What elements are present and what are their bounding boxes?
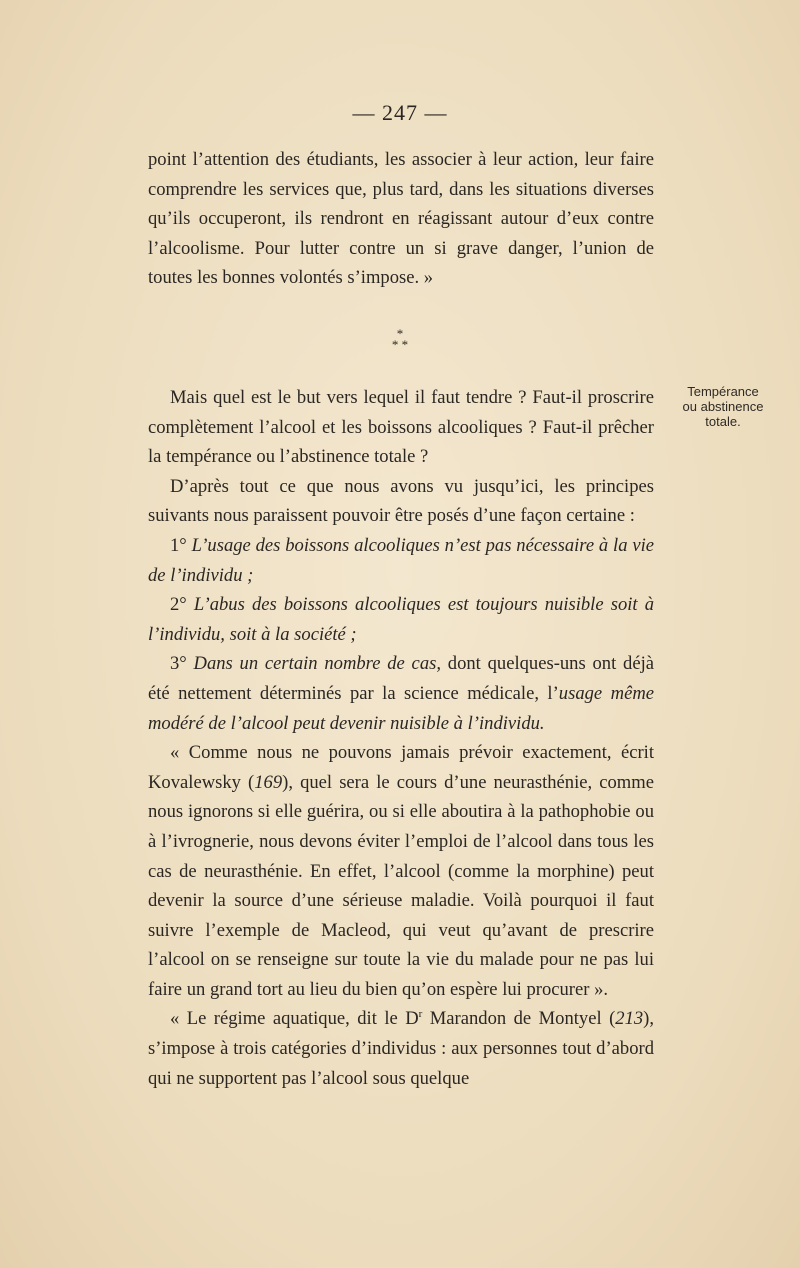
reference-number: 169: [254, 771, 283, 793]
superscript: r: [418, 1008, 423, 1021]
margin-note-line: ou abstinence: [682, 399, 764, 414]
quote-text: « Le régime aquatique, dit le D: [170, 1008, 419, 1030]
principle-number: 1°: [170, 534, 187, 556]
quote-marandon: [148, 1004, 654, 1093]
principle-text: L’usage des boissons alcooliques n’est pas nécessaire à la vie de l’individu ;: [148, 534, 654, 586]
section-separator: [0, 328, 800, 350]
quote-kovalewsky: [148, 738, 654, 1004]
principle-italic-end: usage même modéré de l’alcool peut devenir nuisible à l’individu.: [148, 682, 655, 734]
page-number: — 247 —: [352, 100, 448, 125]
principle-italic-start: Dans un certain nombre de cas,: [193, 653, 441, 675]
principle-text: L’abus des boissons alcooliques est toujours nuisible soit à l’individu, soit à la société ;: [148, 594, 654, 645]
principle-3: [148, 649, 654, 738]
margin-note-line: totale.: [705, 414, 741, 429]
quote-text: Marandon de Montyel (: [422, 1008, 616, 1030]
reference-number: 213: [615, 1008, 644, 1030]
margin-note: [668, 384, 778, 429]
quote-text: « Comme nous ne pouvons jamais prévoir exactement, écrit Kovalewsky (: [148, 742, 654, 793]
intro-text-block: [148, 145, 654, 293]
principle-1: [148, 531, 654, 590]
separator-star-top: *: [396, 326, 404, 341]
main-text-block: [148, 383, 654, 1093]
separator-stars-bottom: * *: [391, 337, 409, 352]
quote-text: ), quel sera le cours d’une neurasthénie, comme nous ignorons si elle guérira, ou si elle aboutira à la pathophobie ou à l’ivrognerie, nous devons éviter l’emploi de l’alcool dans tous les cas de neurasthénie. En effet, l’alcool (comme la morphine) peut devenir la source d’une sérieuse maladie. Voilà pourquoi il faut suivre l’exemple de Macleod, qui veut qu’avant de prescrire l’alcool on se renseigne sur toute la vie du malade pour ne pas lui faire un grand tort au lieu du bien qu’on espère lui procurer ».: [148, 771, 654, 1000]
margin-note-line: Tempérance: [687, 384, 759, 399]
quote-text: ), s’impose à trois catégories d’individus : aux personnes tout d’abord qui ne supportent pas l’alcool sous quelque: [148, 1008, 654, 1089]
principle-normal-text: dont quelques-uns ont déjà été nettement déterminés par la science médicale, l’: [148, 653, 654, 704]
principle-number: 2°: [170, 594, 187, 616]
principle-number: 3°: [170, 653, 187, 675]
principles-intro: D’après tout ce que nous avons vu jusqu’ici, les principes suivants nous paraissent pouvoir être posés d’une façon certaine :: [148, 475, 654, 527]
intro-paragraph: point l’attention des étudiants, les associer à leur action, leur faire comprendre les services que, plus tard, dans les situations diverses qu’ils occuperont, ils rendront en réagissant autour d’eux contre l’alcoolisme. Pour lutter contre un si grave danger, l’union de toutes les bonnes volontés s’impose. »: [148, 149, 654, 289]
question-paragraph: Mais quel est le but vers lequel il faut tendre ? Faut-il proscrire complètement l’alcool et les boissons alcooliques ? Faut-il prêcher la tempérance ou l’abstinence totale ?: [148, 387, 654, 468]
principle-2: [148, 590, 654, 649]
